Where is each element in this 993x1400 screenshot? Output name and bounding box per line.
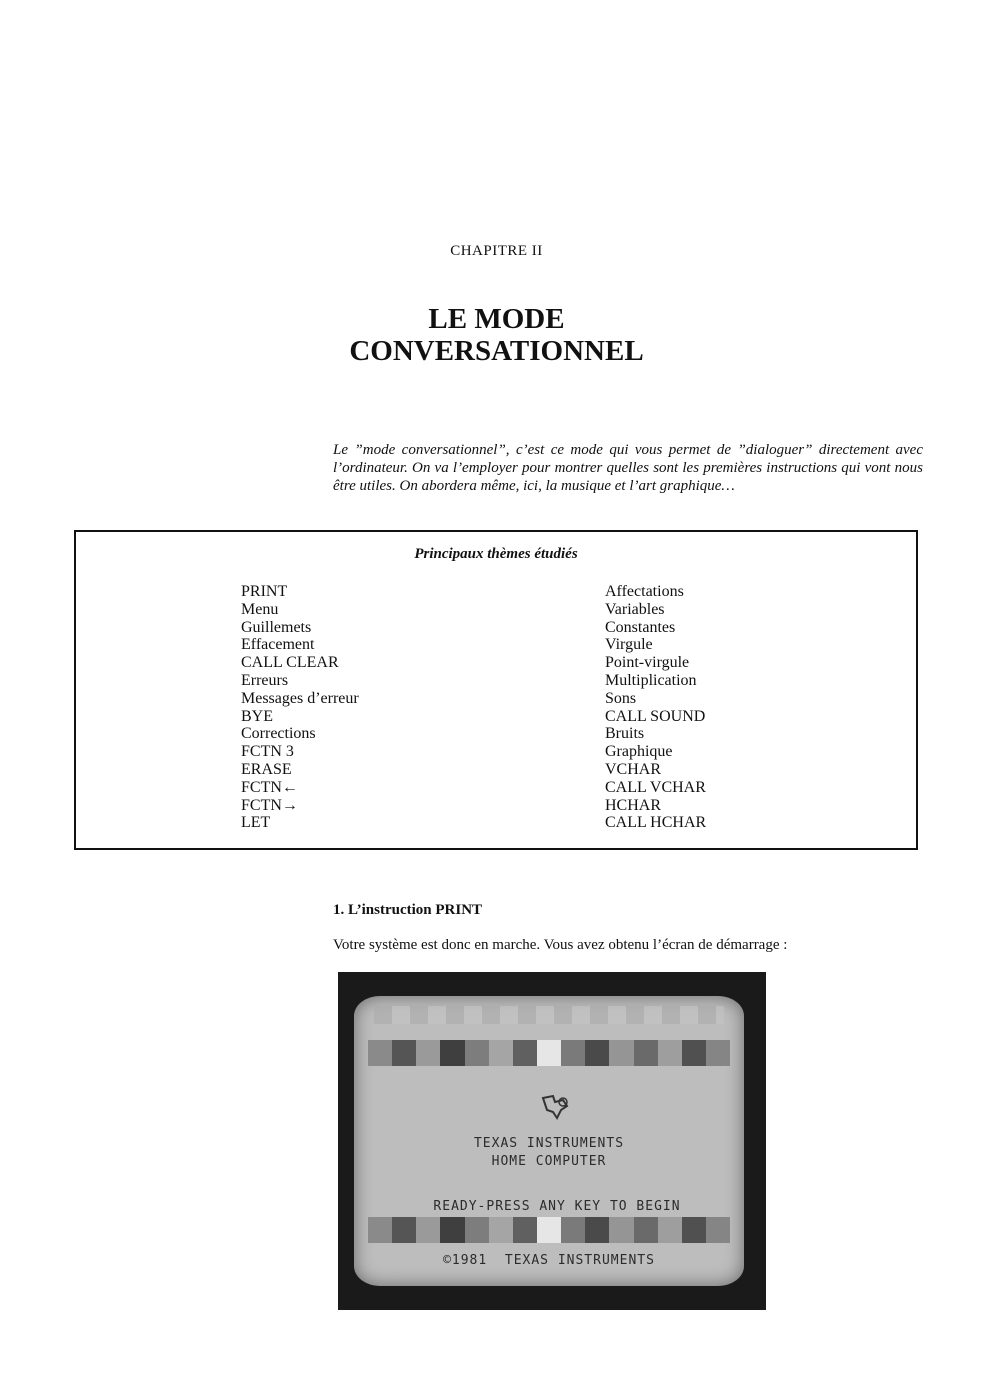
theme-item: Point-virgule [605, 654, 690, 672]
intro-paragraph: Le ”mode conversationnel”, c’est ce mode qui vous permet de ”dialoguer” directement avec l’ordinateur. On va l’employer pour montrer quelles sont les premières instructions qui vont nous être utiles. On abordera même, ici, la musique et l’art graphique… [333, 442, 923, 494]
theme-item: Virgule [605, 636, 653, 654]
chapter-label: CHAPITRE II [450, 243, 543, 259]
theme-item: Corrections [241, 725, 316, 743]
screen-line-home-computer: HOME COMPUTER [491, 1154, 607, 1169]
color-bar [368, 1217, 392, 1243]
theme-item: FCTN← [241, 778, 298, 796]
color-bar [658, 1217, 682, 1243]
screen-line-ready: READY-PRESS ANY KEY TO BEGIN [433, 1199, 681, 1214]
section-heading: 1. L’instruction PRINT [333, 902, 483, 918]
theme-item: CALL SOUND [605, 707, 706, 725]
color-bar [513, 1217, 537, 1243]
color-bar [489, 1040, 513, 1066]
theme-item: Erreurs [241, 671, 289, 689]
color-bar [513, 1040, 537, 1066]
color-bars-top [368, 1040, 730, 1066]
theme-item: Multiplication [605, 671, 697, 689]
color-bar [392, 1217, 416, 1243]
color-bars-bottom [368, 1217, 730, 1243]
themes-left-list [241, 583, 359, 832]
color-bar [368, 1040, 392, 1066]
theme-item: Bruits [605, 725, 645, 743]
color-bar [440, 1040, 464, 1066]
color-bar [489, 1217, 513, 1243]
color-bar [658, 1040, 682, 1066]
crt-screen [354, 996, 744, 1286]
themes-heading: Principaux thèmes étudiés [414, 546, 578, 562]
theme-item: CALL CLEAR [241, 654, 339, 672]
theme-item: BYE [241, 707, 273, 725]
startup-screen-photo [338, 972, 766, 1310]
theme-item: VCHAR [605, 760, 662, 778]
theme-item: Guillemets [241, 618, 312, 636]
theme-item: FCTN 3 [241, 743, 294, 761]
theme-item: LET [241, 814, 271, 832]
color-bar [561, 1040, 585, 1066]
color-bar [634, 1040, 658, 1066]
theme-item: Menu [241, 600, 279, 618]
themes-right-list [605, 583, 706, 832]
ti-logo-icon [539, 1092, 573, 1122]
theme-item: Graphique [605, 743, 673, 761]
color-bar [634, 1217, 658, 1243]
color-bar [465, 1040, 489, 1066]
color-bar [537, 1217, 561, 1243]
theme-item: Sons [605, 689, 637, 707]
theme-item: Constantes [605, 618, 676, 636]
color-bar [682, 1040, 706, 1066]
theme-item: CALL HCHAR [605, 814, 707, 832]
themes-box [74, 530, 918, 850]
faint-header-noise [374, 1006, 724, 1024]
theme-item: PRINT [241, 583, 288, 600]
color-bar [609, 1217, 633, 1243]
color-bar [440, 1217, 464, 1243]
color-bar [585, 1217, 609, 1243]
color-bar [416, 1217, 440, 1243]
theme-item: Effacement [241, 636, 315, 654]
theme-item: Affectations [605, 583, 684, 600]
theme-item: FCTN→ [241, 796, 298, 814]
color-bar [706, 1040, 730, 1066]
theme-item: Messages d’erreur [241, 689, 359, 707]
theme-item: ERASE [241, 760, 292, 778]
color-bar [465, 1217, 489, 1243]
theme-item: HCHAR [605, 796, 662, 814]
color-bar [561, 1217, 585, 1243]
color-bar [609, 1040, 633, 1066]
screen-line-texas-instruments: TEXAS INSTRUMENTS [473, 1136, 625, 1151]
chapter-title [0, 303, 993, 367]
color-bar [585, 1040, 609, 1066]
screen-line-copyright: ©1981 TEXAS INSTRUMENTS [443, 1253, 655, 1268]
color-bar [706, 1217, 730, 1243]
color-bar [392, 1040, 416, 1066]
color-bar [682, 1217, 706, 1243]
theme-item: CALL VCHAR [605, 778, 706, 796]
chapter-title-line1: LE MODE [428, 303, 565, 335]
color-bar [537, 1040, 561, 1066]
theme-item: Variables [605, 600, 665, 618]
section-text: Votre système est donc en marche. Vous avez obtenu l’écran de démarrage : [333, 937, 788, 953]
color-bar [416, 1040, 440, 1066]
chapter-title-line2: CONVERSATIONNEL [349, 335, 644, 367]
